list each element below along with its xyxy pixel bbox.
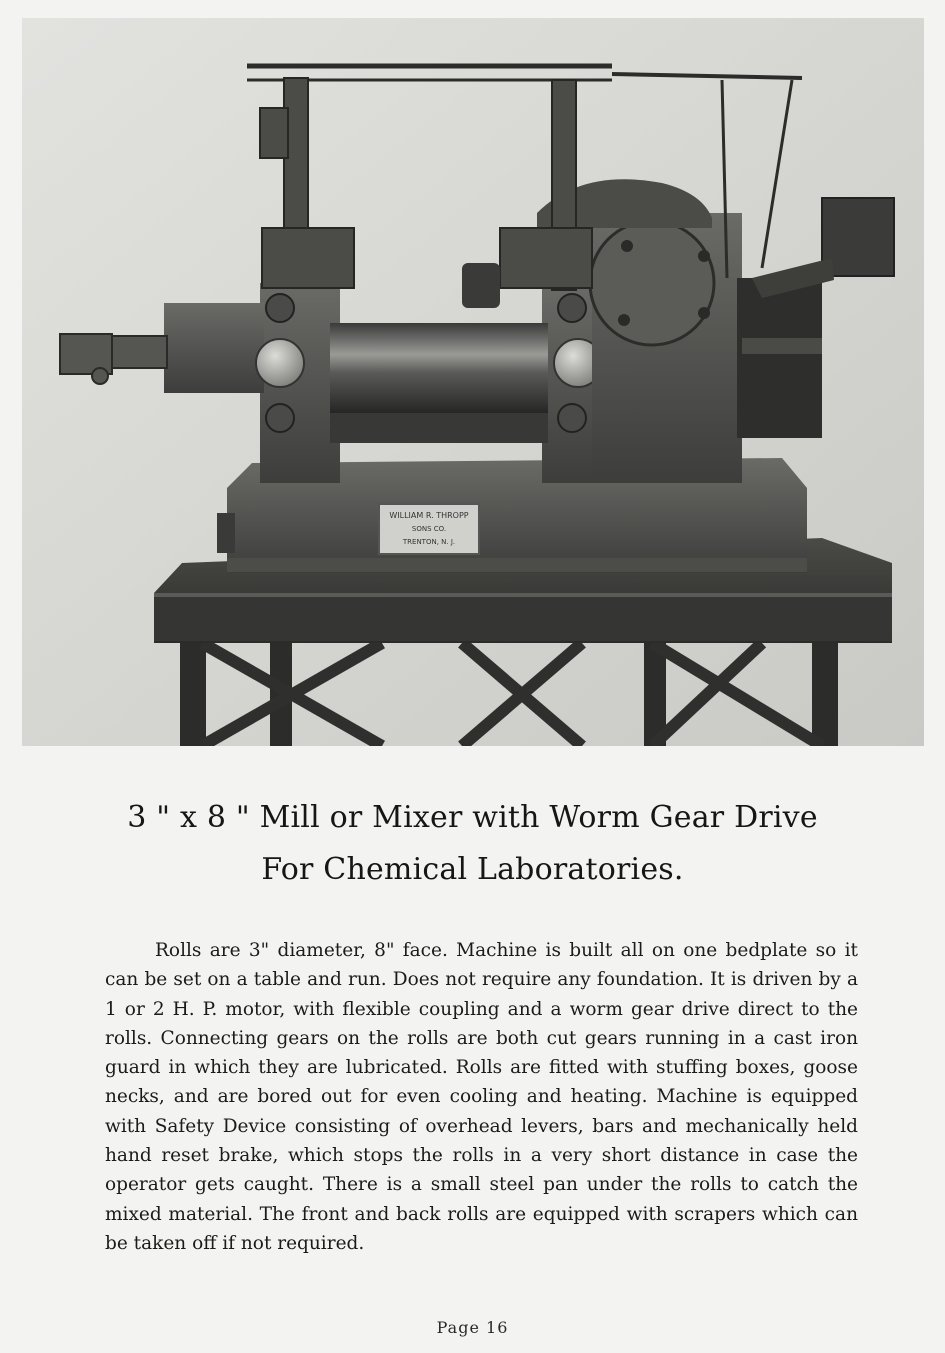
caption-subtitle: For Chemical Laboratories. [261,852,684,887]
lubricator [462,263,500,308]
nameplate-line1: WILLIAM R. THROPP [389,511,469,520]
machine-photograph [22,18,924,746]
description-paragraph: Rolls are 3" diameter, 8" face. Machine is built all on one bedplate so it can be set on a table and run. Does not require any foundation. It is driven by a 1 or 2 H. P. motor, with flexible coupling and a worm gear drive direct to the rolls. Connecting gears on the rolls are both cut gears running in a cast iron guard in which they are lubricated. Rolls are fitted with stuffing boxes, goose necks, and are bored out for even cooling and heating. Machine is equipped with Safety Device consisting of overhead levers, bars and mechanically held hand reset brake, which stops the rolls in a very short distance in case the operator gets caught. There is a small steel pan under the rolls to catch the mixed material. The front and back rolls are equipped with scrapers which can be taken off if not required. [105,940,858,1254]
nameplate-line3: TRENTON, N. J. [402,538,456,546]
nameplate [379,504,479,554]
mill-illustration [22,18,924,746]
page-number: Page 16 [436,1318,509,1337]
caption-title: 3 " x 8 " Mill or Mixer with Worm Gear Drive [127,800,818,835]
nameplate-line2: SONS CO. [411,525,447,533]
roll [330,323,548,443]
